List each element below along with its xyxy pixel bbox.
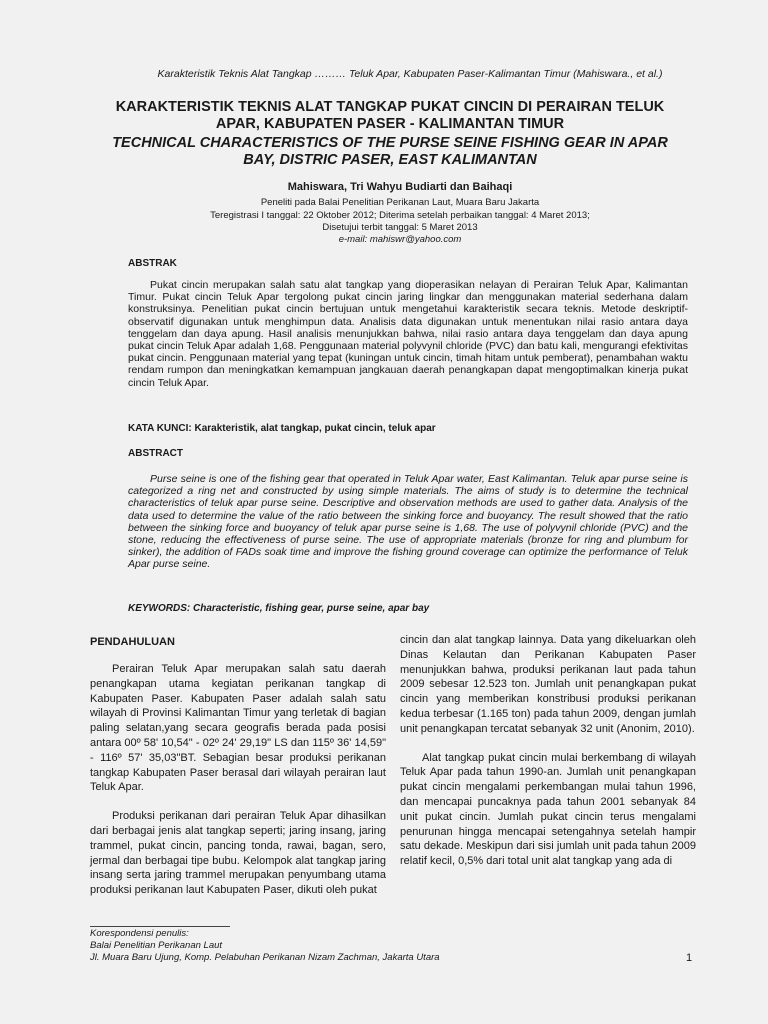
abstrak-text: Pukat cincin merupakan salah satu alat tangkap yang dioperasikan nelayan di Perairan Teluk Apar, Kalimantan Timur. Pukat cincin Teluk Apar tergolong pukat cincin jaring lingkar dan menggunakan material sederhana dalam konstruksinya. Penelitian pukat cincin bertujuan untuk mengetahui karakteristik secara teknis. Metode deskriptif-observatif digunakan untuk menghimpun data. Analisis data digunakan untuk menentukan nilai rasio antara daya tenggelam dan daya apung. Hasil analisis menunjukkan bahwa, nilai rasio antara daya tenggelam dan daya apung pukat cincin Teluk Apar adalah 1,68. Penggunaan material polyvynil chloride (PVC) dan batu kali, mengurangi efektivitas pukat cincin. Penggunaan material yang tepat (kuningan untuk cincin, timah hitam untuk pemberat), penambahan waktu rendam rumpon dan meningkatkan kemampuan jangkauan daerah penangkapan dapat mengoptimalkan kinerja pukat cincin Teluk Apar. — [128, 279, 688, 389]
right-paragraph-2: Alat tangkap pukat cincin mulai berkembang di wilayah Teluk Apar pada tahun 1990-an. Jumlah unit penangkapan pukat cincin mengalami perkembangan mulai tahun 1996, dan mencapai puncaknya pada tahun 2001 sebanyak 84 unit pukat cincin. Jumlah pukat cincin terus mengalami penurunan hingga mencapai setengahnya setelah hampir satu dekade. Meskipun dari sisi jumlah unit pada tahun 2009 relatif kecil, 0,5% dari total unit alat tangkap yang ada di — [400, 751, 696, 868]
footnote-rule — [90, 926, 230, 927]
left-column — [90, 662, 386, 898]
abstrak-heading: ABSTRAK — [128, 258, 177, 269]
abstrak-body — [128, 279, 688, 389]
keywords: KEYWORDS: Characteristic, fishing gear, purse seine, apar bay — [128, 603, 430, 614]
title-indonesian: KARAKTERISTIK TEKNIS ALAT TANGKAP PUKAT CINCIN DI PERAIRAN TELUK APAR, KABUPATEN PASER - KALIMANTAN TIMUR — [115, 99, 665, 132]
abstract-body — [128, 473, 688, 571]
section-heading: PENDAHULUAN — [90, 636, 175, 648]
right-paragraph-1: cincin dan alat tangkap lainnya. Data yang dikeluarkan oleh Dinas Kelautan dan Perikanan Kabupaten Paser menunjukkan bahwa, produksi perikanan laut pada tahun 2009 sebesar 12.523 ton. Jumlah unit penangkapan pukat cincin yang memberikan konstribusi produksi perikanan kedua terbesar (1.165 ton) pada tahun 2009, dengan jumlah unit penangkapan tercatat sebanyak 32 unit (Anonim, 2010). — [400, 634, 696, 735]
title-english: TECHNICAL CHARACTERISTICS OF THE PURSE SEINE FISHING GEAR IN APAR BAY, DISTRIC PASER, EAST KALIMANTAN — [112, 135, 668, 168]
approval-date: Disetujui terbit tanggal: 5 Maret 2013 — [322, 222, 478, 233]
author-email: e-mail: mahiswr@yahoo.com — [338, 234, 462, 245]
left-paragraph-2: Produksi perikanan dari perairan Teluk Apar dihasilkan dari berbagai jenis alat tangkap seperti; jaring insang, jaring trammel, pukat cincin, pancing tonda, rawai, bagan, sero, jermal dan berbagai tipe bubu. Kelompok alat tangkap jaring insang serta jaring trammel merupakan penyumbang utama produksi perikanan laut Kabupaten Paser, dikuti oleh pukat — [90, 810, 386, 897]
abstract-text: Purse seine is one of the fishing gear that operated in Teluk Apar water, East Kalimantan. Teluk apar purse seine is categorized a ring net and constructed by using simple materials. The aims of study is to determine the technical characteristics of teluk apar purse seine. Descriptive and observation methods are used to gather data. Analysis of the data used to determine the value of the ratio between the sinking force and buoyancy. The result showed that the ratio between the sinking force and buoyancy of teluk apar purse seine is 1,68. The use of polyvynil chloride (PVC) and the stone, reducing the effectiveness of purse seine. The use of appropriate materials (bronze for ring and plumbum for sinker), the addition of FADs soak time and improve the fishing ground coverage can optimize the performance of Teluk Apar purse seine. — [128, 473, 688, 571]
registration-date: Teregistrasi I tanggal: 22 Oktober 2012; Diterima setelah perbaikan tanggal: 4 Maret 2013; — [210, 210, 590, 221]
authors: Mahiswara, Tri Wahyu Budiarti dan Baihaqi — [287, 181, 513, 193]
running-header: Karakteristik Teknis Alat Tangkap ……… Teluk Apar, Kabupaten Paser-Kalimantan Timur (Mahiswara., et al.) — [157, 68, 663, 80]
left-paragraph-1: Perairan Teluk Apar merupakan salah satu daerah penangkapan utama kegiatan perikanan tangkap di Kabupaten Paser. Kabupaten Paser adalah salah satu wilayah di Provinsi Kalimantan Timur yang terletak di bagian paling selatan,yang secara geografis berada pada posisi antara 00º 58' 10,54" - 02º 24' 29,19" LS dan 115º 36' 14,59" - 116º 57' 35,03"BT. Sebagian besar produksi perikanan tangkap Kabupaten Paser berasal dari wilayah perairan laut Teluk Apar. — [90, 663, 386, 794]
affiliation: Peneliti pada Balai Penelitian Perikanan Laut, Muara Baru Jakarta — [260, 197, 540, 208]
footnote-address: Jl. Muara Baru Ujung, Komp. Pelabuhan Perikanan Nizam Zachman, Jakarta Utara — [90, 952, 440, 963]
page-number: 1 — [686, 952, 693, 964]
right-column — [400, 633, 696, 869]
abstract-heading: ABSTRACT — [128, 448, 183, 459]
footnote-label: Korespondensi penulis: — [90, 928, 189, 939]
footnote-institution: Balai Penelitian Perikanan Laut — [90, 940, 223, 951]
kata-kunci: KATA KUNCI: Karakteristik, alat tangkap, pukat cincin, teluk apar — [128, 423, 436, 434]
